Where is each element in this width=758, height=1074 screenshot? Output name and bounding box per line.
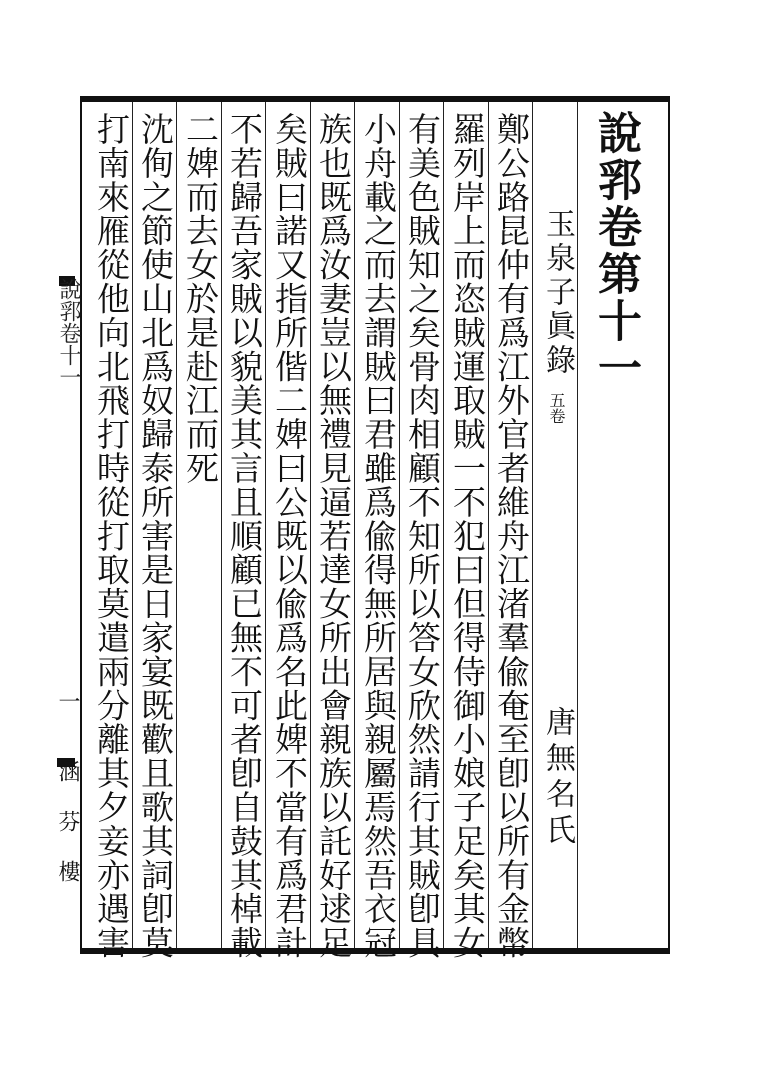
margin-publisher: 涵芬樓 xyxy=(55,760,80,910)
text-column: 小舟載之而去謂賊曰君雖爲偸得無所居與親屬焉然吾衣冠 xyxy=(359,112,398,960)
text-column: 有美色賊知之矣骨肉相顧不知所以答女欣然請行其賊卽具 xyxy=(403,112,442,960)
text-column: 不若歸吾家賊以貌美其言且順顧已無不可者卽自鼓其棹載 xyxy=(225,112,264,960)
column-rule xyxy=(532,102,533,948)
text-column: 矣賊曰諾又指所偕二婢曰公既以偸爲名此婢不當有爲君計 xyxy=(270,112,309,960)
column-rule xyxy=(310,102,311,948)
column-rule xyxy=(176,102,177,948)
book-title: 玉泉子眞錄 xyxy=(540,208,575,378)
author-line: 唐無名氏 xyxy=(540,706,575,850)
margin-book-label: 說郛卷十一 xyxy=(56,278,81,388)
page-title: 說郛卷第十一 xyxy=(590,110,641,392)
column-rule xyxy=(354,102,355,948)
column-rule xyxy=(577,102,578,948)
text-column: 族也既爲汝妻豈以無禮見逼若達女所出會親族以託好逑足 xyxy=(314,112,353,960)
margin-page-number: 一 xyxy=(55,690,80,712)
text-column: 二婢而去女於是赴江而死 xyxy=(181,112,220,485)
volume-note: 五卷 xyxy=(547,392,566,424)
text-column: 打南來雁從他向北飛打時從打取莫遣兩分離其夕妾亦遇害 xyxy=(92,112,131,960)
column-rule xyxy=(132,102,133,948)
text-column: 沈侚之節使山北爲奴歸泰所害是日家宴既歡且歌其詞卽莫 xyxy=(136,112,175,960)
column-rule xyxy=(443,102,444,948)
column-rule xyxy=(221,102,222,948)
column-rule xyxy=(488,102,489,948)
column-rule xyxy=(265,102,266,948)
text-column: 羅列岸上而恣賊運取賊一不犯曰但得侍御小娘子足矣其女 xyxy=(448,112,487,960)
text-column: 鄭公路昆仲有爲江外官者維舟江渚羣偸奄至卽以所有金幣 xyxy=(492,112,531,960)
column-rule xyxy=(399,102,400,948)
